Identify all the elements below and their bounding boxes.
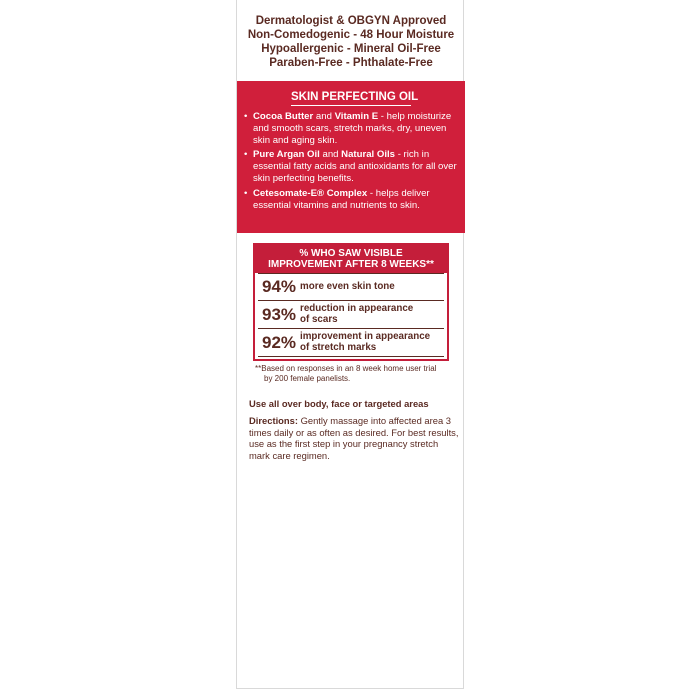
ingredient-name: Pure Argan Oil — [253, 149, 320, 161]
stat-description — [300, 304, 413, 325]
stat-line: improvement in appearance — [300, 331, 431, 342]
bullet-icon: • — [244, 111, 248, 122]
stat-line: of stretch marks — [300, 341, 377, 353]
usage-note: Use all over body, face or targeted areas — [249, 398, 429, 409]
stat-row — [258, 273, 444, 301]
directions-label: Directions: — [249, 415, 298, 426]
ingredient-connector: and — [313, 111, 335, 122]
claim-line: Hypoallergenic - Mineral Oil-Free — [261, 43, 441, 55]
study-footnote — [255, 364, 455, 384]
heading-line: % WHO SAW VISIBLE — [299, 248, 403, 259]
footnote-line: by 200 female panelists. — [264, 374, 351, 383]
improvement-results-box — [253, 243, 449, 361]
section-title: SKIN PERFECTING OIL — [291, 91, 411, 106]
stat-row — [258, 301, 444, 329]
stat-row — [258, 329, 444, 357]
footnote-line: **Based on responses in an 8 week home user trial — [255, 364, 437, 373]
ingredient-name: Cetesomate-E® Complex — [253, 187, 368, 199]
bullet-icon: • — [244, 187, 248, 199]
product-label-panel — [236, 0, 464, 689]
stat-percent: 93% — [262, 304, 297, 324]
directions-text — [249, 415, 459, 461]
skin-perfecting-oil-section — [237, 81, 465, 233]
ingredient-description: - help moisturize and smooth scars, stretch marks, dry, uneven skin and aging skin. — [253, 111, 452, 146]
ingredient-item — [244, 188, 458, 212]
ingredient-name: Cocoa Butter — [253, 111, 314, 122]
ingredient-description: - helps deliver essential vitamins and nutrients to skin. — [253, 187, 430, 211]
ingredient-list — [244, 111, 458, 211]
stat-percent: 92% — [262, 332, 297, 352]
claim-line: Non-Comedogenic - 48 Hour Moisture — [247, 29, 455, 41]
ingredient-description: - rich in essential fatty acids and antioxidants for all over skin perfecting benefits. — [253, 149, 457, 184]
ingredient-name: Vitamin E — [334, 111, 379, 122]
product-claims — [237, 14, 465, 70]
ingredient-item — [244, 111, 458, 146]
stat-percent: 94% — [262, 277, 297, 296]
ingredient-name: Natural Oils — [341, 149, 396, 161]
heading-line: IMPROVEMENT AFTER 8 WEEKS** — [268, 259, 434, 270]
claim-line: Paraben-Free - Phthalate-Free — [269, 57, 433, 69]
stat-line: more even skin tone — [300, 280, 395, 292]
stat-description — [300, 282, 395, 293]
bullet-icon: • — [244, 149, 248, 161]
improvement-heading — [255, 245, 447, 273]
ingredient-item — [244, 149, 458, 184]
ingredient-connector: and — [319, 149, 342, 161]
stat-line: of scars — [300, 313, 338, 325]
stat-line: reduction in appearance — [300, 303, 414, 314]
directions-body: Gently massage into affected area 3 times daily or as often as desired. For best results, use as the first step in your pregnancy stretch mark care regimen. — [249, 415, 459, 461]
claim-line: Dermatologist & OBGYN Approved — [255, 15, 447, 27]
stat-description — [300, 332, 430, 353]
